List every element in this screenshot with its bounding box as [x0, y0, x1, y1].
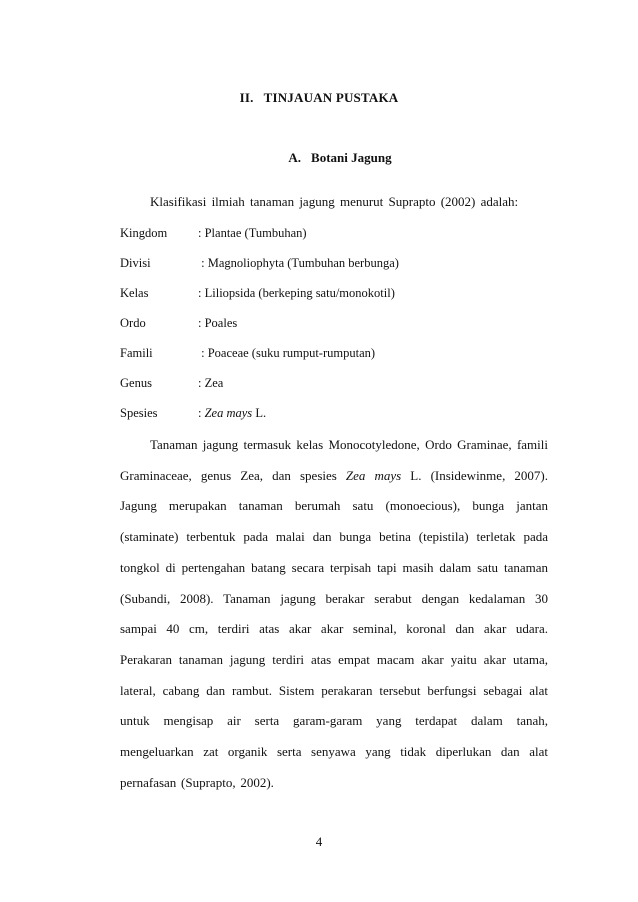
section-title — [0, 150, 638, 166]
taxonomy-value: Zea — [204, 376, 224, 390]
taxonomy-value-suffix: L. — [252, 406, 267, 420]
paragraph-part-2: L. (Insidewinme, 2007). Jagung merupakan tanaman berumah satu (monoecious), bunga jantan (staminate) terbentuk pada malai dan bunga betina (tepistila) terletak pada tongkol di pertengahan batang secara terpisah tapi masih dalam satu tanaman (Subandi, 2008). Tanaman jagung berakar serabut dengan kedalaman 30 sampai 40 cm, terdiri atas akar akar seminal, koronal dan akar udara. Perakaran tanaman jagung terdiri atas empat macam akar yaitu akar utama, lateral, cabang dan rambut. Sistem perakaran tersebut berfungsi sebagai alat untuk mengisap air serta garam-garam yang terdapat dalam tanah, mengeluarkan zat organik serta senyawa yang tidak diperlukan dan alat pernafasan (Suprapto, 2002). — [120, 467, 548, 790]
taxonomy-value: Plantae (Tumbuhan) — [204, 226, 307, 240]
taxonomy-value: Poaceae (suku rumput-rumputan) — [207, 346, 376, 360]
taxonomy-rank: Kelas — [120, 286, 149, 300]
taxonomy-rank: Spesies — [120, 406, 158, 420]
taxonomy-rank: Kingdom — [120, 226, 168, 240]
section-title-text: Botani Jagung — [311, 150, 392, 165]
chapter-number: II. — [239, 90, 254, 105]
page-number: 4 — [315, 834, 323, 849]
taxonomy-rank: Famili — [120, 346, 153, 360]
taxonomy-row-divisi — [120, 256, 399, 286]
body-paragraph-block — [120, 430, 548, 798]
taxonomy-value-italic: Zea mays — [204, 406, 253, 420]
classification-intro: Klasifikasi ilmiah tanaman jagung menurut Suprapto (2002) adalah: — [150, 194, 519, 209]
taxonomy-rank: Divisi — [120, 256, 151, 270]
chapter-title-text: TINJAUAN PUSTAKA — [263, 90, 399, 105]
taxonomy-row-kingdom — [120, 226, 399, 256]
taxonomy-value: Liliopsida (berkeping satu/monokotil) — [204, 286, 395, 300]
taxonomy-value: Poales — [204, 316, 238, 330]
taxonomy-colon: : — [198, 226, 205, 240]
taxonomy-colon: : — [198, 406, 205, 420]
chapter-title — [0, 90, 638, 106]
paragraph-species-italic: Zea mays — [345, 467, 402, 483]
taxonomy-colon: : — [198, 346, 208, 360]
taxonomy-row-genus — [120, 376, 399, 406]
taxonomy-row-famili — [120, 346, 399, 376]
taxonomy-value: Magnoliophyta (Tumbuhan berbunga) — [207, 256, 399, 270]
taxonomy-colon: : — [198, 286, 205, 300]
taxonomy-colon: : — [198, 376, 205, 390]
taxonomy-colon: : — [198, 256, 208, 270]
taxonomy-colon: : — [198, 316, 205, 330]
paragraph-part-1: Tanaman jagung termasuk kelas Monocotyledone, Ordo Graminae, famili Graminaceae, genus Zea, dan spesies — [120, 437, 548, 483]
taxonomy-rank: Genus — [120, 376, 152, 390]
taxonomy-rank: Ordo — [120, 316, 146, 330]
section-letter: A. — [288, 150, 302, 165]
body-paragraph — [120, 430, 548, 798]
taxonomy-row-ordo — [120, 316, 399, 346]
taxonomy-list — [120, 226, 399, 436]
taxonomy-row-kelas — [120, 286, 399, 316]
